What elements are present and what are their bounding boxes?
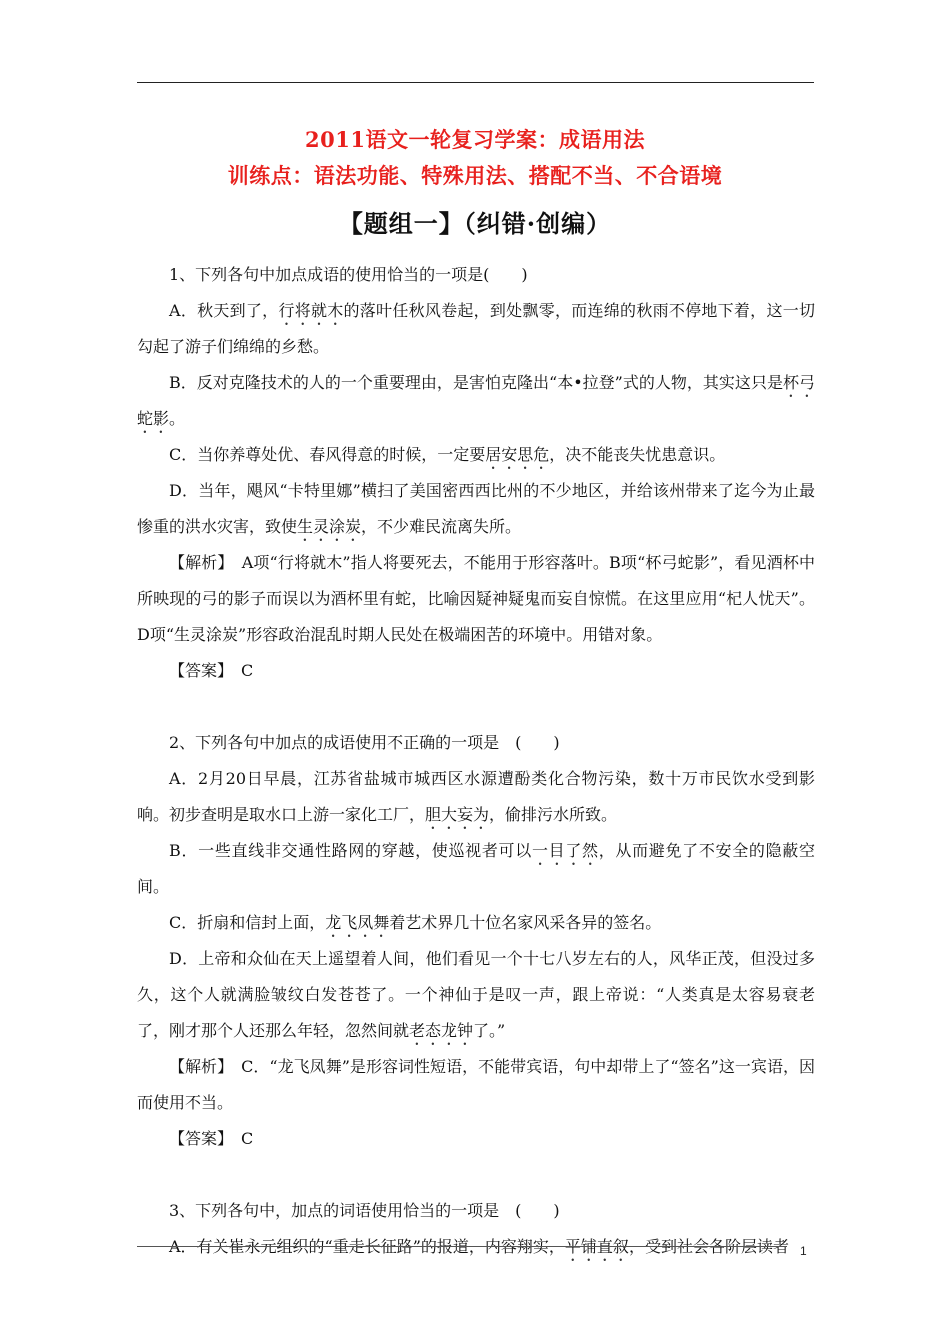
group-title: 【题组一】（纠错·创编）	[338, 209, 612, 238]
document-body	[137, 257, 815, 1265]
q2-option-d: D．上帝和众仙在天上遥望着人间，他们看见一个十七八岁左右的人，风华正茂，但没过多久，这个人就满脸皱纹白发苍苍了。一个神仙于是叹一声，跟上帝说：“人类真是太容易衰老了，刚才那个人还那么年轻，忽然间就老态龙钟了。”	[137, 949, 815, 1040]
q2-a-idiom: 胆大妄为	[425, 805, 490, 824]
q3-option-a: A．有关崔永元组织的“重走长征路”的报道，内容翔实，平铺直叙，受到社会各阶层读者	[169, 1237, 789, 1256]
q2-option-b: B．一些直线非交通性路网的穿越，使巡视者可以一目了然，从而避免了不安全的隐蔽空间。	[137, 841, 815, 896]
q1-option-d: D．当年，飓风“卡特里娜”横扫了美国密西西比州的不少地区，并给该州带来了迄今为止最惨重的洪水灾害，致使生灵涂炭，不少难民流离失所。	[137, 481, 815, 536]
q1-analysis: 【解析】 A项“行将就木”指人将要死去，不能用于形容落叶。B项“杯弓蛇影”，看见酒杯中所映现的弓的影子而误以为酒杯里有蛇，比喻因疑神疑鬼而妄自惊慌。在这里应用“杞人忧天”。D项“生灵涂炭”形容政治混乱时期人民处在极端困苦的环境中。用错对象。	[137, 553, 815, 644]
q2-option-a: A．2月20日早晨，江苏省盐城市城西区水源遭酚类化合物污染，数十万市民饮水受到影响。初步查明是取水口上游一家化工厂，胆大妄为，偷排污水所致。	[137, 769, 815, 824]
q1-c-idiom: 居安思危	[485, 445, 550, 464]
q2-stem: 2、下列各句中加点的成语使用不正确的一项是 ( )	[169, 733, 560, 752]
q1-answer: 【答案】 C	[169, 661, 254, 680]
header-rule	[137, 82, 814, 83]
document-subtitle: 训练点：语法功能、特殊用法、搭配不当、不合语境	[227, 163, 723, 188]
q2-answer: 【答案】 C	[169, 1129, 254, 1148]
q2-option-c: C．折扇和信封上面，龙飞凤舞着艺术界几十位名家风采各异的签名。	[169, 913, 662, 932]
document-title: 2011语文一轮复习学案：成语用法	[305, 127, 645, 152]
q3-a-idiom: 平铺直叙	[564, 1237, 629, 1256]
q1-stem: 1、下列各句中加点成语的使用恰当的一项是( )	[169, 265, 528, 284]
q1-a-idiom: 行将就木	[278, 301, 344, 320]
q3-stem: 3、下列各句中，加点的词语使用恰当的一项是 ( )	[169, 1201, 560, 1220]
q1-b-idiom: 杯弓蛇影	[137, 373, 815, 428]
q1-option-b: B．反对克隆技术的人的一个重要理由，是害怕克隆出“本•拉登”式的人物，其实这只是杯弓蛇影。	[137, 373, 815, 428]
q2-b-idiom: 一目了然	[531, 841, 599, 860]
q1-option-a: A．秋天到了，行将就木的落叶任秋风卷起，到处飘零，而连绵的秋雨不停地下着，这一切勾起了游子们绵绵的乡愁。	[137, 301, 815, 356]
q2-c-idiom: 龙飞凤舞	[325, 913, 390, 932]
q1-option-c: C．当你养尊处优、春风得意的时候，一定要居安思危，决不能丧失忧患意识。	[169, 445, 726, 464]
page-number: 1	[800, 1244, 807, 1258]
q1-d-idiom: 生灵涂炭	[297, 517, 362, 536]
footer-rule	[137, 1246, 787, 1247]
q2-d-idiom: 老态龙钟	[409, 1021, 474, 1040]
q2-analysis: 【解析】 C．“龙飞凤舞”是形容词性短语，不能带宾语，句中却带上了“签名”这一宾语，因而使用不当。	[137, 1057, 815, 1112]
